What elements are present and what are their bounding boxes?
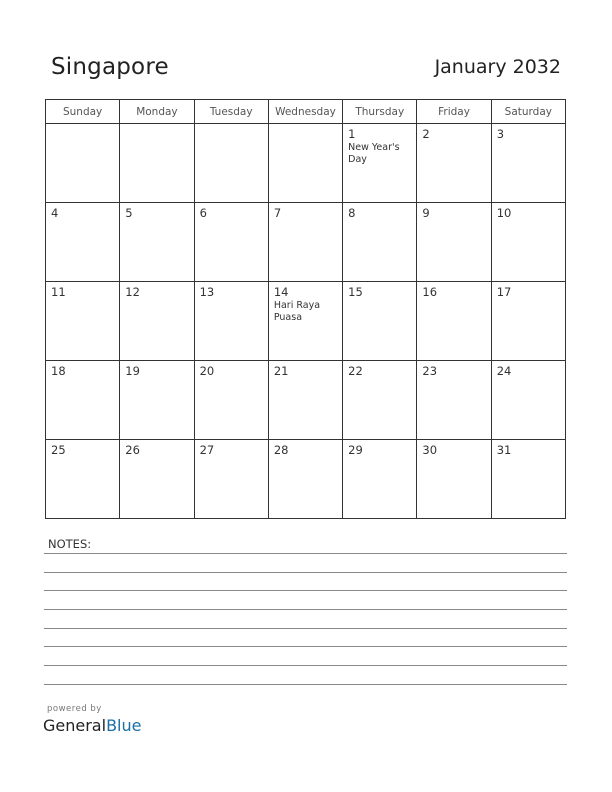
day-number: 7 — [273, 206, 282, 220]
day-cell — [343, 124, 417, 203]
day-number: 29 — [348, 443, 363, 457]
brand-part-blue: Blue — [106, 716, 142, 735]
weekday-header-friday: Friday — [417, 100, 491, 124]
day-cell — [417, 203, 491, 282]
day-cell — [491, 282, 565, 361]
day-number: 4 — [51, 206, 59, 220]
day-number: 12 — [125, 285, 140, 299]
day-cell — [343, 203, 417, 282]
day-cell — [46, 124, 120, 203]
day-number: 21 — [273, 364, 289, 378]
day-number: 16 — [422, 285, 438, 299]
day-number: 13 — [199, 285, 215, 299]
day-cell — [491, 440, 565, 519]
day-cell — [46, 282, 120, 361]
day-cell — [343, 361, 417, 440]
day-cell — [491, 361, 565, 440]
calendar-grid — [45, 99, 566, 519]
day-cell — [491, 203, 565, 282]
note-line — [44, 572, 567, 573]
weekday-header-sunday: Sunday — [46, 100, 120, 124]
week-row — [46, 361, 566, 440]
day-cell — [417, 282, 491, 361]
day-cell — [417, 124, 491, 203]
day-number: 27 — [199, 443, 215, 457]
day-cell — [46, 440, 120, 519]
weekday-header-row — [46, 100, 566, 124]
day-number: 26 — [125, 443, 140, 457]
brand-part-general: General — [43, 716, 107, 735]
day-cell — [343, 440, 417, 519]
day-cell — [268, 361, 342, 440]
note-line — [44, 609, 567, 610]
day-cell — [268, 440, 342, 519]
powered-by-text: powered by — [47, 704, 102, 714]
day-cell — [268, 203, 342, 282]
day-number: 30 — [422, 443, 438, 457]
day-cell — [194, 203, 268, 282]
day-cell — [343, 282, 417, 361]
day-number: 9 — [422, 206, 430, 220]
week-row — [46, 203, 566, 282]
day-cell — [120, 440, 194, 519]
day-cell — [194, 124, 268, 203]
holiday-label: Hari Raya Puasa — [273, 300, 321, 323]
day-number: 28 — [273, 443, 289, 457]
day-number: 25 — [51, 443, 66, 457]
day-cell — [120, 124, 194, 203]
day-cell — [120, 282, 194, 361]
notes-label: NOTES: — [48, 537, 92, 551]
day-number: 19 — [125, 364, 140, 378]
weekday-header-tuesday: Tuesday — [194, 100, 268, 124]
note-line — [44, 646, 567, 647]
day-number: 20 — [199, 364, 215, 378]
day-number: 8 — [348, 206, 356, 220]
note-line — [44, 628, 567, 629]
day-number: 11 — [51, 285, 66, 299]
weekday-header-monday: Monday — [120, 100, 194, 124]
note-line — [44, 553, 567, 554]
day-cell — [491, 124, 565, 203]
day-number: 24 — [496, 364, 512, 378]
week-row — [46, 282, 566, 361]
day-number: 5 — [125, 206, 133, 220]
day-cell — [120, 361, 194, 440]
day-number: 31 — [496, 443, 512, 457]
day-number: 18 — [51, 364, 66, 378]
day-number: 10 — [496, 206, 512, 220]
day-number: 22 — [348, 364, 363, 378]
note-line — [44, 590, 567, 591]
day-cell — [194, 361, 268, 440]
week-row — [46, 124, 566, 203]
generalblue-logo — [43, 716, 141, 735]
week-row — [46, 440, 566, 519]
country-title: Singapore — [51, 54, 169, 80]
day-cell — [417, 361, 491, 440]
day-cell — [417, 440, 491, 519]
day-cell — [46, 361, 120, 440]
weekday-header-saturday: Saturday — [491, 100, 565, 124]
day-cell — [268, 282, 342, 361]
month-year-title: January 2032 — [434, 56, 561, 78]
day-cell — [194, 282, 268, 361]
day-cell — [120, 203, 194, 282]
day-number: 14 — [273, 285, 289, 299]
day-cell — [46, 203, 120, 282]
day-number: 6 — [199, 206, 207, 220]
day-number: 3 — [496, 127, 505, 141]
weekday-header-wednesday: Wednesday — [268, 100, 342, 124]
note-line — [44, 684, 567, 685]
day-cell — [194, 440, 268, 519]
day-number: 23 — [422, 364, 438, 378]
day-number: 15 — [348, 285, 363, 299]
day-number: 17 — [496, 285, 512, 299]
weekday-header-thursday: Thursday — [343, 100, 417, 124]
day-number: 2 — [422, 127, 430, 141]
holiday-label: New Year's Day — [348, 142, 400, 165]
note-line — [44, 665, 567, 666]
day-number: 1 — [348, 127, 356, 141]
day-cell — [268, 124, 342, 203]
